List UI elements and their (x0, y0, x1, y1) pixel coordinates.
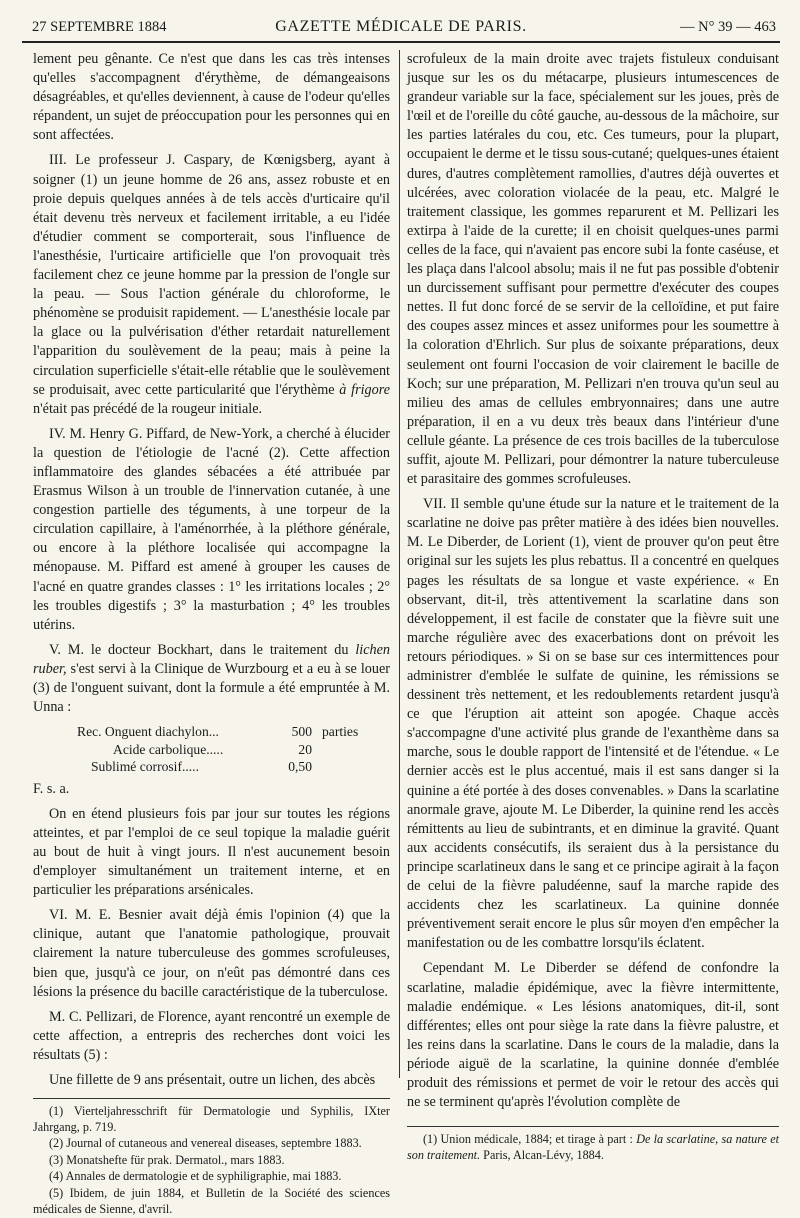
header-rule (22, 41, 780, 43)
right-column (407, 50, 779, 1164)
header-date: 27 SEPTEMBRE 1884 (32, 19, 167, 35)
paragraph: Cependant M. Le Diberder se défend de confondre la scarlatine, maladie épidémique, avec la fièvre intermittente, maladie endémique. « Les lésions anatomiques, dit-il, sont différentes; elles ont pour siège la rate dans la fièvre palustre, et les reins dans la scarlatine. Dans le cours de la maladie, dans la période aiguë de la scarlatine, la quinine donnée d'emblée produit des rémissions et permet de voir le retour des accès qui ne se terminent qu'après l'évolution complète de (407, 960, 779, 1111)
journal-title: GAZETTE MÉDICALE DE PARIS. (275, 18, 527, 35)
recipe-fsa: F. s. a. (33, 780, 70, 797)
recipe-table (33, 723, 390, 776)
footnotes-left (33, 1098, 390, 1217)
paragraph-scarlatine: VII. Il semble qu'une étude sur la nature et le traitement de la scarlatine ne doive pas prêter matière à des idées bien nouvelles. M. Le Diberder, de Lorient (1), vient de prouver qu'on peut être original sur les sujets les plus rebattus. Il a concentré en quelques pages les résultats de sa longue et vaste expérience. « En observant, dit-il, très attentivement la scarlatine dans son développement, il est facile de constater que la fièvre suit une marche régulière avec des exacerbations dont on prévoit les retours périodiques. » Si on se base sur ces intermittences pour administrer d'emblée le sulfate de quinine, les rémissions se dessinent très nettement, et les redoublements retardent jusqu'à ce que l'éruption ait atteint son apogée. Chaque accès s'accompagne d'une activité plus grande de l'exanthème dans sa marche, sous le double rapport de l'intensité et de l'étendue. « Le dernier accès est le plus accentué, mais il est sans danger si la quinine a été portée à des doses convenables. » Dans la scarlatine anormale grave, ajoute M. Le Diberder, la quinine rend les accès rémittents au lieu de subintrants, et en diminue la gravité. Quant aux accidents consécutifs, ils seraient dus à la persistance du principe scarlatineux dans le sang et ce principe agirait à la façon de celui de la fièvre paludéenne, sauf la marche rapide des accidents chez les scarlatineux. La quinine donnée préventivement serait encore le plus sûr moyen d'en empêcher la manifestation ou de les combattre lorsqu'ils éclatent. (407, 496, 779, 952)
footnote: (5) Ibidem, de juin 1884, et Bulletin de la Société des sciences médicales de Sienne, d'avril. (33, 1186, 390, 1216)
footnote: (1) Union médicale, 1884; et tirage à part : De la scarlatine, sa nature et son traitement. Paris, Alcan-Lévy, 1884. (407, 1132, 780, 1162)
footnote: (1) Vierteljahresschrift für Dermatologie und Syphilis, IXter Jahrgang, p. 719. (33, 1104, 390, 1134)
recipe-row: Rec. Onguent diachylon... 500 parties (77, 724, 359, 740)
paragraph-bockhart: V. M. le docteur Bockhart, dans le traitement du lichen ruber, s'est servi à la Clinique de Wurzbourg et a eu à se louer (3) de l'onguent suivant, dont la formule a été empruntée à M. Unna : (33, 641, 391, 716)
paragraph: On en étend plusieurs fois par jour sur toutes les régions atteintes, et par l'emploi de ce seul topique la maladie guérit au bout de huit à vingt jours. Il n'est aucunement besoin d'employer simultanément un traitement interne, et en particulier les préparations arsénicales. (33, 805, 390, 899)
paragraph-pellizari: M. C. Pellizari, de Florence, ayant rencontré un exemple de cette affection, a entrepris des recherches dont voici les résultats (5) : (33, 1008, 390, 1063)
footnotes-right (407, 1126, 779, 1163)
paragraph: lement peu gênante. Ce n'est que dans les cas très intenses qu'elles s'accompagnent d'érythème, de démangeaisons désagréables, et qu'elles deviennent, à cause de l'odeur qu'elles répandent, un sujet de préoccupation pour les personnes qui en sont affectées. (33, 51, 390, 144)
recipe-row: Acide carbolique..... 20 (113, 741, 312, 757)
column-divider (399, 50, 400, 1078)
footnote: (2) Journal of cutaneous and venereal diseases, septembre 1883. (49, 1136, 362, 1151)
paragraph-piffard: IV. M. Henry G. Piffard, de New-York, a cherché à élucider la question de l'étiologie de l'acné (2). Cette affection inflammatoire des glandes sébacées a été attribuée par Erasmus Wilson à un trouble de l'innervation cutanée, à une congestion partielle des téguments, à une torpeur de la circulation capillaire, à l'aménorrhée, à la pléthore générale, ou encore à la pléthore localisée qui accompagne la ménopause. M. Piffard est amené à grouper les causes de l'acné en quatre grandes classes : 1° les irritations locales ; 2° les troubles digestifs ; 3° la masturbation ; 4° les troubles utérins. (33, 425, 390, 633)
paragraph-besnier: VI. M. E. Besnier avait déjà émis l'opinion (4) que la clinique, autant que l'anatomie pathologique, prouvait clairement la nature tuberculeuse des gommes scrofuleuses, bien que, jusqu'à ce jour, on n'eût pas démontré dans ces lésions la présence du bacille caractéristique de la tuberculose. (33, 907, 390, 1000)
paragraph: Une fillette de 9 ans présentait, outre un lichen, des abcès (49, 1072, 376, 1088)
footnote: (4) Annales de dermatologie et de syphiligraphie, mai 1883. (49, 1169, 342, 1184)
left-column (33, 50, 390, 1218)
paragraph-caspary: III. Le professeur J. Caspary, de Kœnigsberg, ayant à soigner (1) un jeune homme de 26 ans, assez robuste et en proie depuis quelques années à de tels accès d'urticaire qu'il était devenu très nerveux et facilement irritable, a eu l'idée d'étudier comment se comporterait, sous l'influence de l'anesthésie, l'urticaire artificielle que l'on provoquait très facilement chez ce jeune homme par la pression de l'ongle sur la peau. — Sous l'action générale du chloroforme, le phénomène se produisit rapidement. — L'anesthésie locale par la glace ou la pulvérisation d'éther retardait naturellement l'apparition du soulèvement de la peau; mais à peine la circulation superficielle s'était-elle rétablie que le soulèvement se produisait, avec cette particularité que l'érythème à frigore n'était pas précédé de la rougeur initiale. (33, 152, 391, 417)
footnote: (3) Monatshefte für prak. Dermatol., mars 1883. (49, 1152, 285, 1167)
paragraph: scrofuleux de la main droite avec trajets fistuleux conduisant jusque sur les os du métacarpe, plusieurs intumescences de grandeur variable sur la face, spécialement sur les joues, près de l'œil et de l'oreille du côté gauche, au-dessous de la mâchoire, sur les parties latérales du cou, etc. Ces tumeurs, pour la plupart, occupaient le derme et le tissu sous-cutané; quelques-unes étaient dures, d'autres complètement ramollies, d'autres déjà ouvertes et ulcérées, avec coloration violacée de la peau, etc. Malgré le traitement classique, les gommes reparurent et M. Pellizari les extirpa à l'aide de la curette; il en choisit quelques-unes parmi celles de la face, qui n'avaient pas encore subi la fonte caséuse, et les plaça dans l'alcool absolu; mais il ne fut pas possible d'obtenir un durcissement suffisant pour permettre d'exécuter des coupes nettes. Il fut donc forcé de se servir de la celloïdine, et put faire des coupes assez minces et assez uniformes pour les soumettre à la coloration d'Ehrlich. Sur plus de soixante préparations, deux seulement ont fourni l'occasion de voir clairement le bacille de Koch; sur une préparation, M. Pellizari n'en trouva qu'un seul au milieu des amas de cellules embryonnaires; dans une autre préparation, il en a vu deux très beaux dans l'intérieur d'une cellule géante. La présence de ces trois bacilles de la tuberculose suffit, ajoute M. Pellizari, pour démontrer la nature tuberculeuse et parasitaire des gommes scrofuleuses. (407, 51, 779, 488)
issue-number: — N° 39 — 463 (679, 19, 776, 35)
recipe-row: Sublimé corrosif..... 0,50 (91, 759, 312, 775)
page-header (22, 16, 780, 38)
